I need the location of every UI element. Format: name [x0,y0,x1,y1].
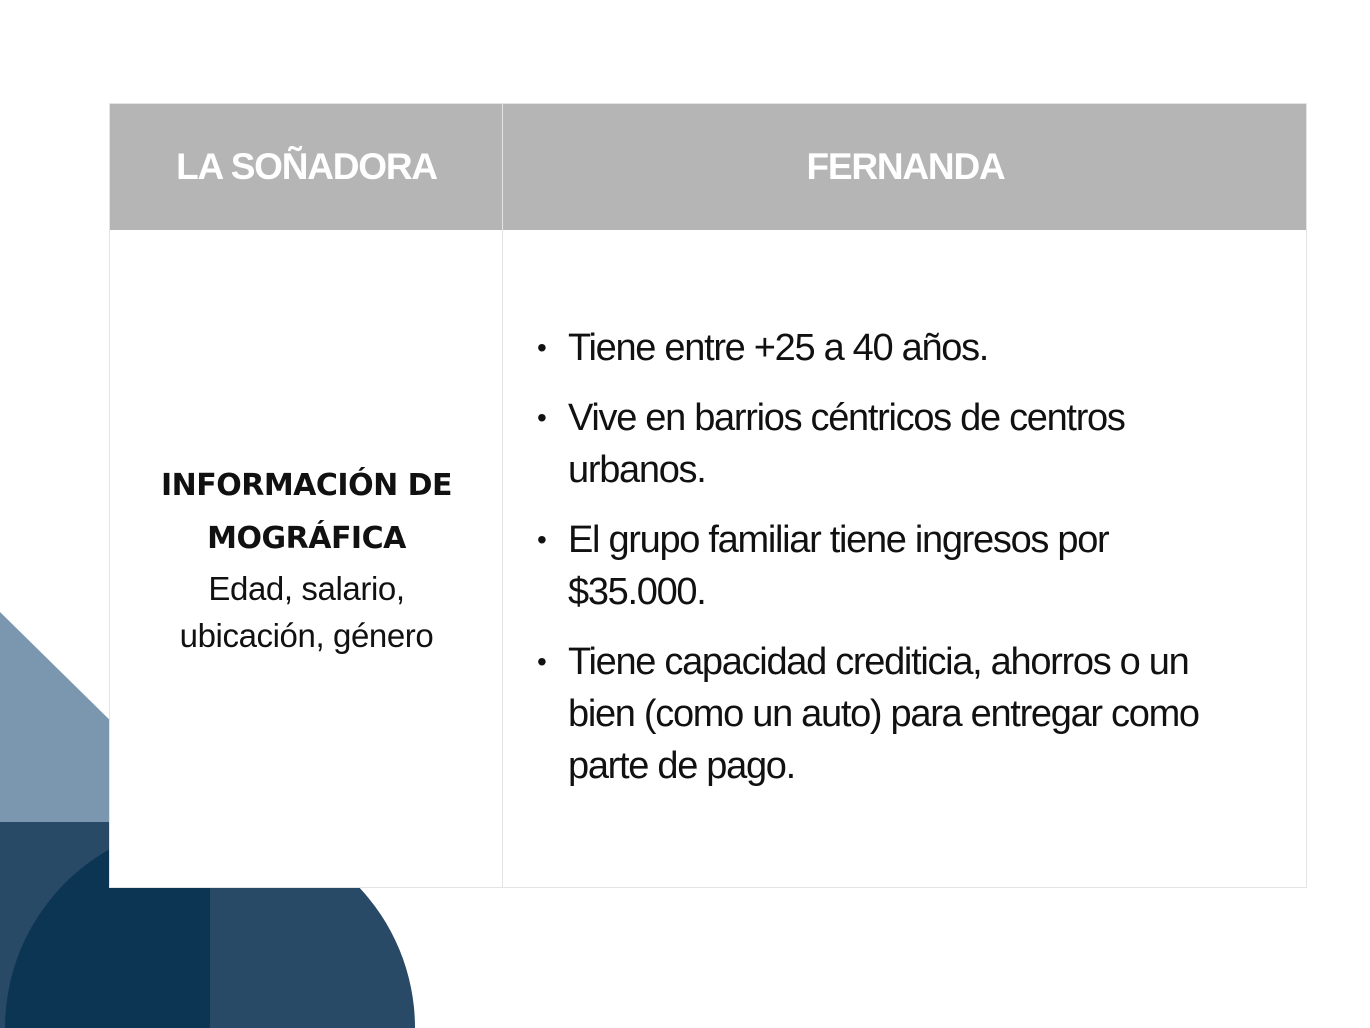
bullet-dot-icon: • [537,332,546,363]
row-subtitle: Edad, salario, ubicación, género [179,569,434,654]
row-content-cell [503,230,1308,887]
list-item-text: Tiene entre +25 a 40 años. [568,327,989,369]
list-item-text: Vive en barrios céntricos de centros urbanos. [568,397,1125,491]
persona-table [109,103,1307,888]
list-item [537,322,1248,374]
list-item-text: El grupo familiar tiene ingresos por $35.000. [568,519,1109,613]
header-persona-name: FERNANDA [806,146,1005,187]
header-persona-type: LA SOÑADORA [176,146,437,187]
bullet-dot-icon: • [537,402,546,433]
bullet-dot-icon: • [537,646,546,677]
bullet-list [537,322,1248,792]
row-label-cell [110,230,503,887]
list-item [537,636,1248,792]
row-title: INFORMACIÓN DEMOGRÁFICA [160,467,453,556]
list-item [537,392,1248,496]
list-item [537,514,1248,618]
bullet-dot-icon: • [537,524,546,555]
list-item-text: Tiene capacidad crediticia, ahorros o un bien (como un auto) para entregar como parte de pago. [568,641,1199,787]
table-header-row [110,104,1306,230]
